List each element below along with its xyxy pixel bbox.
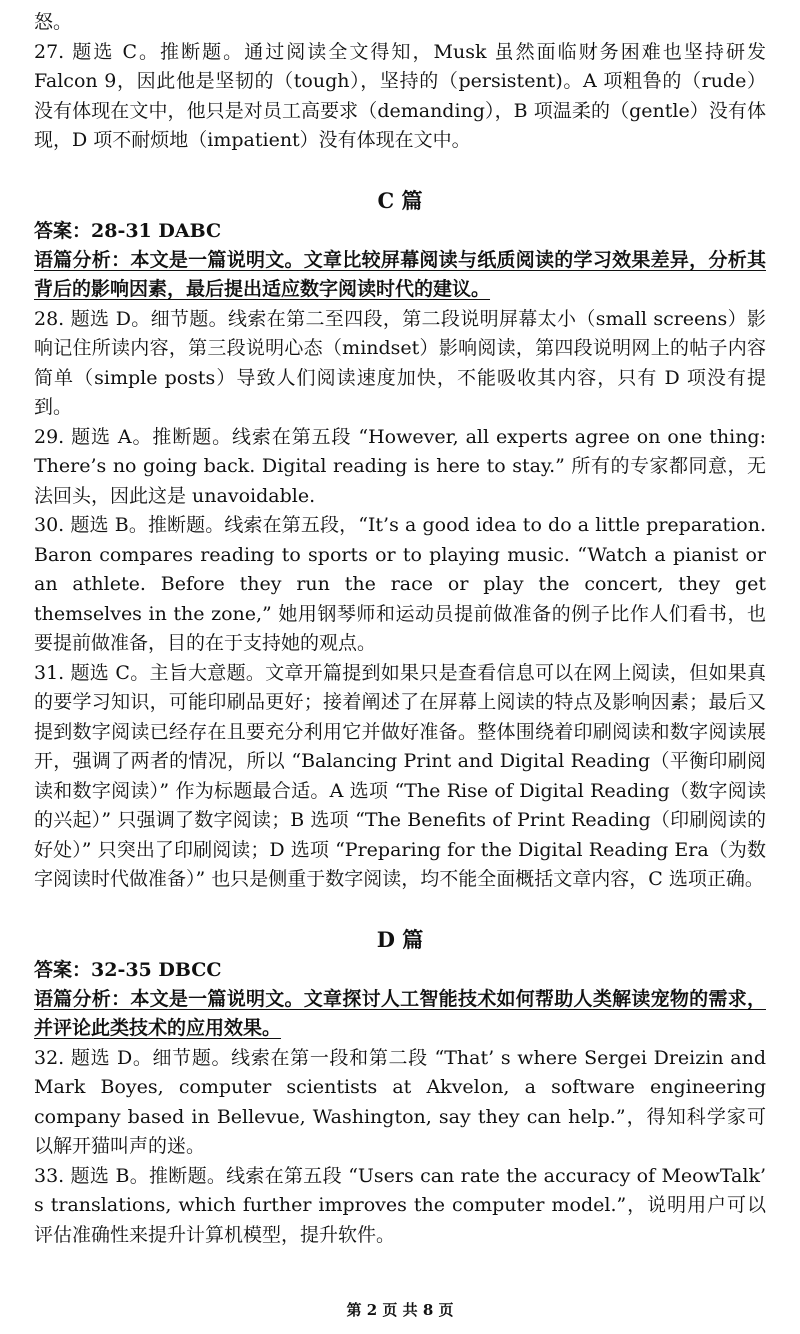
section-d-answer: 答案：32-35 DBCC xyxy=(34,958,222,981)
paragraph-q33: 33. 题选 B。推断题。线索在第五段 “Users can rate the accuracy of MeowTalk’ s translations, which further improves the computer model.”，说明用户可以评估准确性来提升计算机模型，提升软件。 xyxy=(34,1164,766,1246)
section-c-title: C 篇 xyxy=(377,187,423,213)
page-footer: 第 2 页 共 8 页 xyxy=(346,1301,454,1319)
paragraph-q31: 31. 题选 C。主旨大意题。文章开篇提到如果只是查看信息可以在网上阅读，但如果真的要学习知识，可能印刷品更好；接着阐述了在屏幕上阅读的特点及影响因素；最后又提到数字阅读已经存在且要充分利用它并做好准备。整体围绕着印刷阅读和数字阅读展开，强调了两者的情况，所以 “Balancing Print and Digital Reading（平衡印刷阅读和数字阅读）” 作为标题最合适。A 选项 “The Rise of Digital Reading（数字阅读的兴起）” 只强调了数字阅读；B 选项 “The Benefits of Print Reading（印刷阅读的好处）” 只突出了印刷阅读；D 选项 “Preparing for the Digital Reading Era（为数字阅读时代做准备）” 也只是侧重于数字阅读，均不能全面概括文章内容，C 选项正确。 xyxy=(34,661,766,890)
section-d-title: D 篇 xyxy=(376,926,424,952)
paragraph-q29: 29. 题选 A。推断题。线索在第五段 “However, all experts agree on one thing: There’s no going back. Digital reading is here to stay.” 所有的专家都同意，无法回头，因此这是 unavoidable. xyxy=(34,425,766,507)
paragraph-q27: 27. 题选 C。推断题。通过阅读全文得知，Musk 虽然面临财务困难也坚持研发 Falcon 9，因此他是坚韧的（tough），坚持的（persistent)。A 项粗鲁的（rude）没有体现在文中，他只是对员工高要求（demanding），B 项温柔的（gentle）没有体现，D 项不耐烦地（impatient）没有体现在文中。 xyxy=(34,40,766,151)
paragraph-intro-0: 怒。 xyxy=(34,11,73,33)
paragraph-q28: 28. 题选 D。细节题。线索在第二至四段，第二段说明屏幕太小（small screens）影响记住所读内容，第三段说明心态（mindset）影响阅读，第四段说明网上的帖子内容简单（simple posts）导致人们阅读速度加快，不能吸收其内容，只有 D 项没有提到。 xyxy=(34,307,766,418)
spacer xyxy=(34,156,766,186)
section-d-analysis: 语篇分析：本文是一篇说明文。文章探讨人工智能技术如何帮助人类解读宠物的需求，并评论此类技术的应用效果。 xyxy=(34,987,766,1039)
paragraph-q32: 32. 题选 D。细节题。线索在第一段和第二段 “That’ s where Sergei Dreizin and Mark Boyes, computer scientists at Akvelon, a software engineering company based in Bellevue, Washington, say they can help.”，得知科学家可以解开猫叫声的迷。 xyxy=(34,1046,766,1157)
spacer xyxy=(34,895,766,925)
section-c-analysis: 语篇分析：本文是一篇说明文。文章比较屏幕阅读与纸质阅读的学习效果差异，分析其背后的影响因素，最后提出适应数字阅读时代的建议。 xyxy=(34,248,766,300)
section-c-answer: 答案：28-31 DABC xyxy=(34,219,222,242)
paragraph-q30: 30. 题选 B。推断题。线索在第五段，“It’s a good idea to do a little preparation. Baron compares reading to sports or to playing music. “Watch a pianist or an athlete. Before they run the race or play the concert, they get themselves in the zone,” 她用钢琴师和运动员提前做准备的例子比作人们看书，也要提前做准备，目的在于支持她的观点。 xyxy=(34,514,766,654)
